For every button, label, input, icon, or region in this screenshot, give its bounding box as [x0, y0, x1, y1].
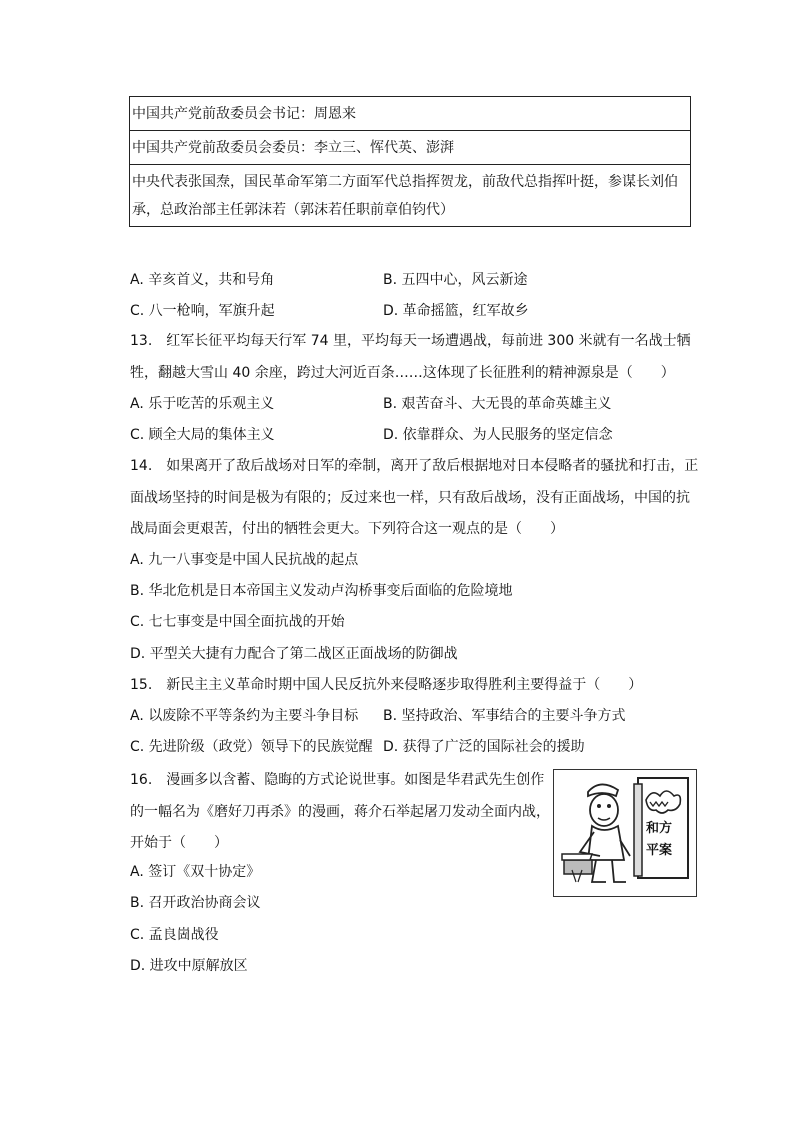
q16-option-d: D. 进攻中原解放区	[130, 958, 248, 974]
q13-option-b: B. 艰苦奋斗、大无畏的革命英雄主义	[383, 396, 612, 412]
q15-stem: 15. 新民主主义革命时期中国人民反抗外来侵略逐步取得胜利主要得益于（ ）	[130, 677, 643, 693]
table-row: 中央代表张国焘，国民革命军第二方面军代总指挥贺龙，前敌代总指挥叶挺，参谋长刘伯承，总政治部主任郭沫若（郭沫若任职前章伯钧代）	[130, 165, 691, 227]
q14-option-b: B. 华北危机是日本帝国主义发动卢沟桥事变后面临的危险境地	[130, 583, 513, 599]
q13-option-c: C. 顾全大局的集体主义	[130, 427, 275, 443]
q14-option-d: D. 平型关大捷有力配合了第二战区正面战场的防御战	[130, 646, 458, 662]
q14-option-a: A. 九一八事变是中国人民抗战的起点	[130, 552, 359, 568]
q15-option-c: C. 先进阶级（政党）领导下的民族觉醒	[130, 739, 373, 755]
q16-stem: 16. 漫画多以含蓄、隐晦的方式论说世事。如图是华君武先生创作的一幅名为《磨好刀再杀》的漫画，蒋介石举起屠刀发动全面内战，开始于（ ）	[130, 772, 550, 851]
q12-option-a: A. 辛亥首义，共和号角	[130, 272, 275, 288]
table-row: 中国共产党前敌委员会书记：周恩来	[130, 97, 691, 131]
q15-option-b: B. 坚持政治、军事结合的主要斗争方式	[383, 708, 626, 724]
q15-option-d: D. 获得了广泛的国际社会的援助	[383, 739, 585, 755]
q16-option-a: A. 签订《双十协定》	[130, 864, 261, 880]
info-table	[129, 96, 691, 227]
table-row: 中国共产党前敌委员会委员：李立三、恽代英、澎湃	[130, 131, 691, 165]
q16-option-c: C. 孟良崮战役	[130, 927, 219, 943]
sign-text-2: 平案	[646, 843, 673, 858]
q13-option-a: A. 乐于吃苦的乐观主义	[130, 396, 275, 412]
q12-option-c: C. 八一枪响，军旗升起	[130, 303, 275, 319]
q12-option-d: D. 革命摇篮，红军故乡	[383, 303, 529, 319]
q16-option-b: B. 召开政治协商会议	[130, 895, 261, 911]
q14-stem: 14. 如果离开了敌后战场对日军的牵制，离开了敌后根据地对日本侵略者的骚扰和打击，正面战场坚持的时间是极为有限的；反过来也一样，只有敌后战场，没有正面战场，中国的抗战局面会更艰苦，付出的牺牲会更大。下列符合这一观点的是（ ）	[130, 458, 699, 537]
sign-text-1: 和方	[646, 821, 673, 836]
q15-option-a: A. 以废除不平等条约为主要斗争目标	[130, 708, 359, 724]
q13-stem: 13. 红军长征平均每天行军 74 里，平均每天一场遭遇战，每前进 300 米就有一名战士牺牲，翻越大雪山 40 余座，跨过大河近百条……这体现了长征胜利的精神源泉是（ ）	[130, 333, 691, 381]
q12-option-b: B. 五四中心，风云新途	[383, 272, 528, 288]
cartoon-drawing	[554, 770, 695, 895]
cartoon-illustration	[553, 769, 697, 897]
q13-option-d: D. 依靠群众、为人民服务的坚定信念	[383, 427, 613, 443]
q14-option-c: C. 七七事变是中国全面抗战的开始	[130, 614, 345, 630]
